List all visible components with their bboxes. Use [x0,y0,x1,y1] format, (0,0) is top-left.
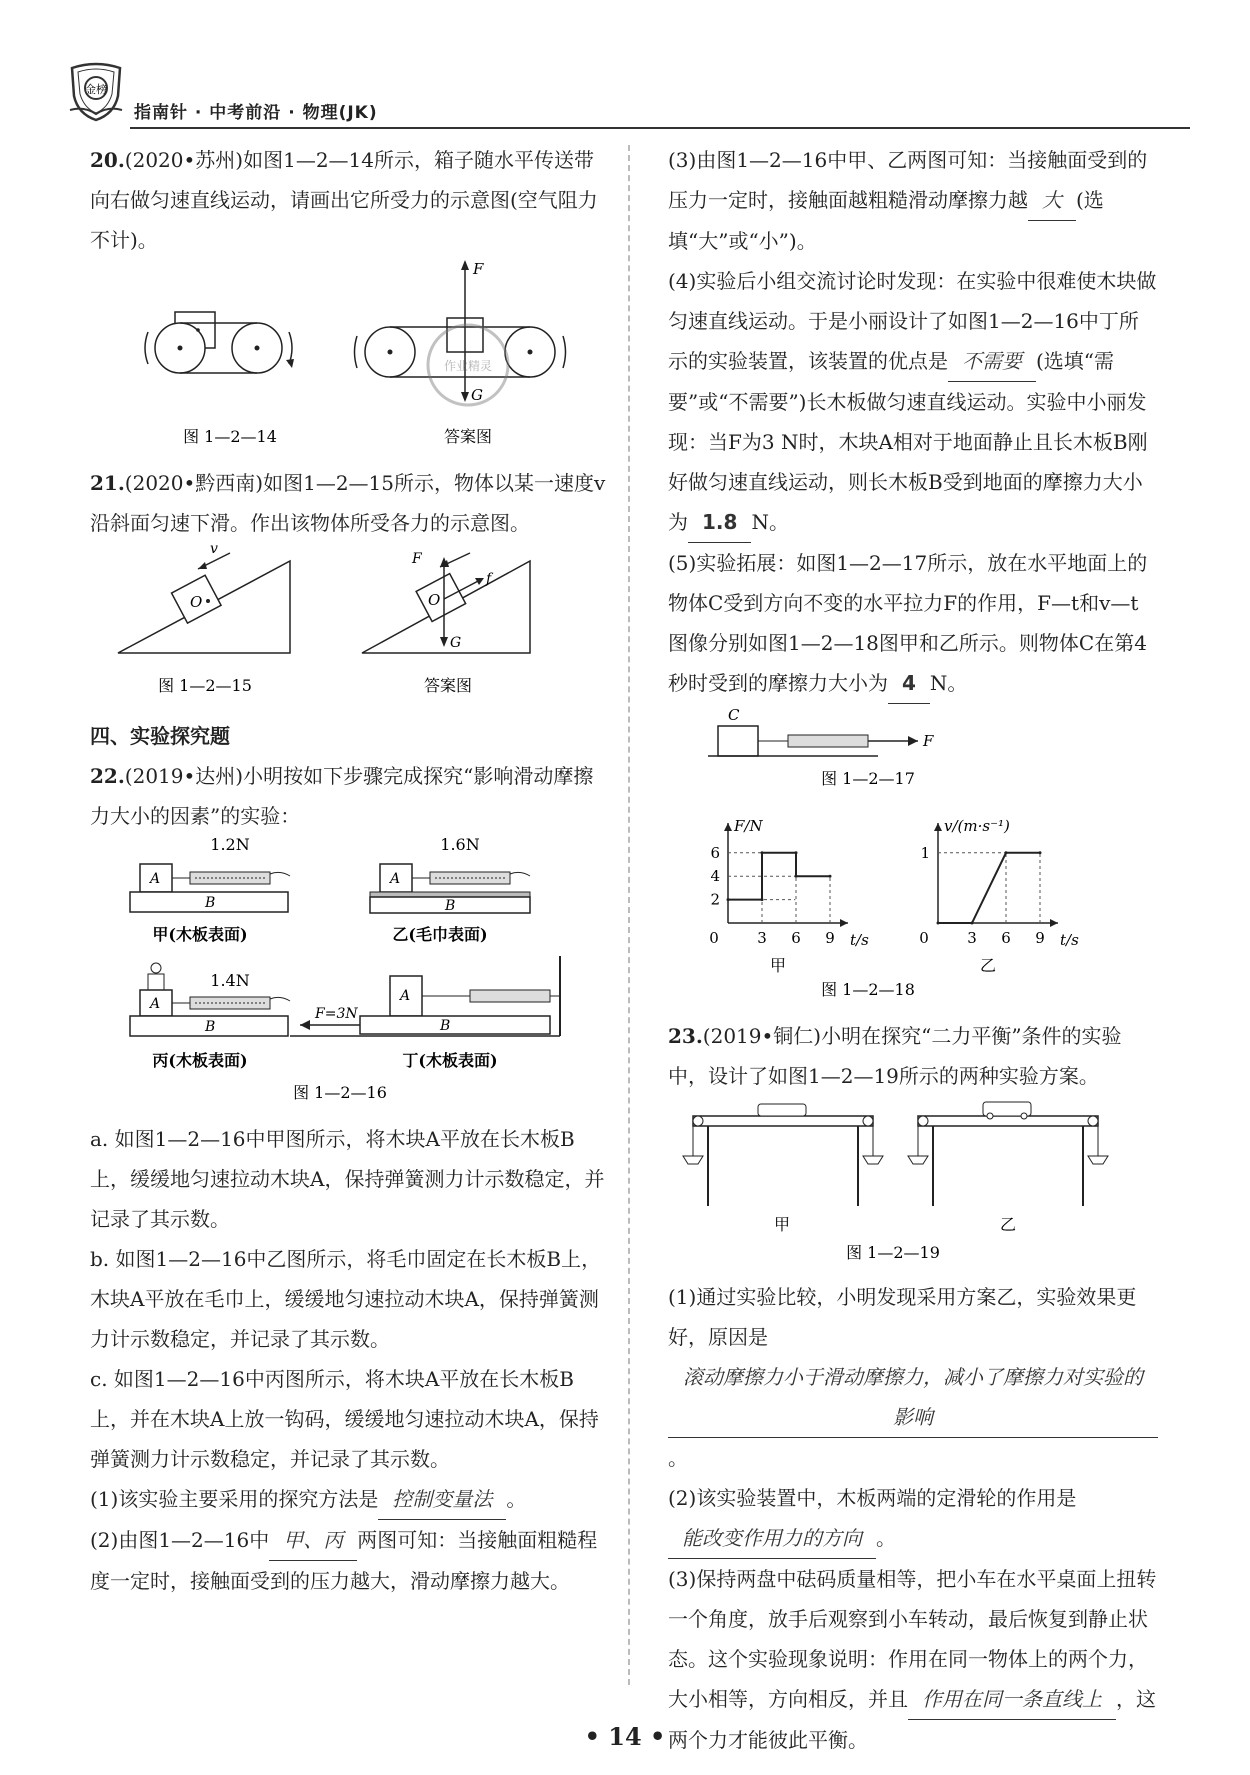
fig18-caption: 图 1—2—18 [821,980,915,999]
fig16-bing-caption: 丙(木板表面) [152,1051,248,1070]
setup-yi-table [908,1102,1108,1234]
fig14-caption: 图 1—2—14 [183,427,277,446]
svg-text:B: B [445,898,456,914]
graph-jia-point [795,851,798,854]
page-number: • 14 • [584,1722,666,1751]
graph-yi-xlabel: t/s [1060,931,1079,949]
answer-sub2: 甲、丙 [269,1520,357,1561]
graph-jia-xtick-9: 9 [825,929,835,947]
fig15-label-v: v [210,543,218,557]
sub-question-1: (1)该实验主要采用的探究方法是 控制变量法 。 [90,1479,610,1520]
page-header [60,56,1190,128]
fig14-label-F: F [473,260,484,278]
step-b: b. 如图1—2—16中乙图所示，将毛巾固定在长木板B上，木块A平放在毛巾上，缓缓地匀速拉动木块A，保持弹簧测力计示数稳定，并记录了其示数。 [90,1247,602,1351]
svg-text:B: B [205,895,216,911]
graph-jia-xtick-0: 0 [709,929,719,947]
question-22 [90,756,610,836]
graph-jia-ytick-6: 6 [710,843,720,862]
setup-jia-table [683,1104,883,1234]
graph-yi-caption: 乙 [979,956,997,975]
figure-1-2-14 [90,260,610,450]
fig15-label-O: O [190,593,203,611]
column-divider [628,145,630,1685]
graph-yi-x-arrow [1050,919,1058,927]
setup-yi [370,836,530,944]
graph-jia-caption: 甲 [769,956,787,975]
answer-q23-3: 作用在同一条直线上 [908,1679,1116,1720]
graph-yi-point [971,922,974,925]
q20-number: 20. [90,148,125,172]
fig15-label-f: f [486,571,492,587]
graph-yi-xtick-9: 9 [1035,929,1045,947]
fig16-yi-caption: 乙(毛巾表面) [392,925,488,944]
svg-text:A: A [150,871,161,887]
fig19-jia: 甲 [773,1215,791,1234]
graph-yi-ytick-1: 1 [920,843,930,862]
graph-yi-xtick-6: 6 [1001,929,1011,947]
sub-question-3: (3)由图1—2—16中甲、乙两图可知：当接触面受到的压力一定时，接触面越粗糙滑动摩擦力越 大 (选填“大”或“小”)。 [668,148,1148,253]
stamp-text: 作业精灵 [443,359,493,373]
section-4-heading: 四、实验探究题 [90,724,230,748]
right-column [668,140,1158,1760]
setup-ding [290,956,560,1070]
answer-sub3: 大 [1028,180,1076,221]
svg-text:B: B [205,1019,216,1035]
sub-question-5: (5)实验拓展：如图1—2—17所示，放在水平地面上的物体C受到方向不变的水平拉力F的作用，F—t和v—t图像分别如图1—2—18图甲和乙所示。则物体C在第4秒时受到的摩擦力大小为 4 N。 [668,543,1158,704]
left-column [90,140,610,1601]
fig15-caption: 图 1—2—15 [158,676,252,695]
question-20 [90,140,610,260]
answer-sub5: 4 [888,663,930,704]
svg-text:A: A [390,871,401,887]
figure-1-2-19 [668,1096,1158,1264]
graph-yi-ylabel: v/(m·s⁻¹) [944,817,1010,835]
fig15-label-F: F [412,551,422,567]
q22-text: (2019•达州)小明按如下步骤完成探究“影响滑动摩擦力大小的因素”的实验： [90,764,594,828]
graph-jia-ylabel: F/N [734,817,763,835]
incline-question [118,543,290,653]
conveyor-belt-question [145,312,294,373]
figure-1-2-17 [668,704,1158,790]
fig16-caption: 图 1—2—16 [293,1083,387,1102]
graph-jia-point [829,875,832,878]
fig17-label-F: F [923,732,934,750]
graph-jia-y-arrow [724,823,732,831]
fig19-caption: 图 1—2—19 [846,1243,940,1262]
fig14-answer-caption: 答案图 [443,427,493,446]
step-c: c. 如图1—2—16中丙图所示，将木块A平放在长木板B上，并在木块A上放一钩码，缓缓地匀速拉动木块A，保持弹簧测力计示数稳定，并记录了其示数。 [90,1367,599,1471]
graph-yi-xtick-3: 3 [967,929,977,947]
graph-yi-y-arrow [934,823,942,831]
fig15-answer-caption: 答案图 [423,676,473,695]
fig17-label-C: C [728,706,740,724]
question-21 [90,463,610,543]
q20-text: (2020•苏州)如图1—2—14所示，箱子随水平传送带向右做匀速直线运动，请画出它所受力的示意图(空气阻力不计)。 [90,148,598,252]
graph-jia-xtick-6: 6 [791,929,801,947]
svg-text:A: A [400,988,411,1004]
q21-number: 21. [90,471,125,495]
graph-jia-x-arrow [840,919,848,927]
fig17-caption: 图 1—2—17 [821,769,915,788]
q23-sub-2: (2)该实验装置中，木板两端的定滑轮的作用是能改变作用力的方向 。 [668,1478,1158,1559]
fig14-label-G: G [471,386,483,404]
graph-jia-point [761,851,764,854]
q23-sub-1: (1)通过实验比较，小明发现采用方案乙，实验效果更好，原因是滚动摩擦力小于滑动摩擦力，减小了摩擦力对实验的影响。 [668,1277,1158,1478]
answer-q23-2: 能改变作用力的方向 [668,1518,876,1559]
figure-1-2-16 [90,836,610,1106]
figure-1-2-18 [668,803,1158,1003]
setup-bing [130,963,290,1070]
answer-sub1: 控制变量法 [378,1479,506,1520]
header-title: 指南针 · 中考前沿 · 物理(JK) [134,103,378,123]
graph-jia-xlabel: t/s [850,931,869,949]
answer-sub4-2: 1.8 [688,502,751,543]
graph-yi-point [1005,851,1008,854]
step-a: a. 如图1—2—16中甲图所示，将木块A平放在长木板B上，缓缓地匀速拉动木块A，保持弹簧测力计示数稳定，并记录了其示数。 [90,1127,605,1231]
fig16-bing-value: 1.4N [210,971,250,990]
conveyor-belt-answer [355,260,566,404]
sub-question-2: (2)由图1—2—16中 甲、丙 两图可知：当接触面粗糙程度一定时，接触面受到的压力越大，滑动摩擦力越大。 [90,1520,610,1601]
graph-jia-point [795,875,798,878]
fig15-label-G: G [450,635,462,651]
graph-yi-xtick-0: 0 [919,929,929,947]
svg-text:A: A [150,996,161,1012]
answer-q23-1: 滚动摩擦力小于滑动摩擦力，减小了摩擦力对实验的影响 [668,1357,1158,1438]
graph-jia-point [727,898,730,901]
graph-yi-point [1039,851,1042,854]
graph-yi-series-line [938,853,1040,923]
answer-sub4-1: 不需要 [948,341,1036,382]
fig16-ding-force: F=3N [315,1006,358,1022]
shield-logo-icon [66,62,126,124]
setup-jia [130,836,290,944]
fig16-yi-value: 1.6N [440,836,480,854]
svg-text:O: O [428,591,441,609]
sub-question-4: (4)实验后小组交流讨论时发现：在实验中很难使木块做匀速直线运动。于是小丽设计了如图1—2—16中丁所示的实验装置，该装置的优点是 不需要 (选填“需要”或“不需要”)长木板做匀速直线运动。实验中小丽发现：当F为3 N时，木块A相对于地面静止且长木板B刚好做匀速直线运动，则长木板B受到地面的摩擦力大小为 1.8 N。 [668,261,1158,543]
graph-jia-ytick-4: 4 [710,867,720,886]
question-23 [668,1016,1158,1096]
fig16-ding-caption: 丁(木板表面) [402,1051,498,1070]
q22-number: 22. [90,764,125,788]
fig16-jia-caption: 甲(木板表面) [152,925,248,944]
incline-answer [362,551,530,653]
figure-1-2-15 [90,543,610,703]
q23-sub-3: (3)保持两盘中砝码质量相等，把小车在水平桌面上扭转一个角度，放手后观察到小车转动，最后恢复到静止状态。这个实验现象说明：作用在同一物体上的两个力，大小相等，方向相反，并且 作用在同一条直线上 ，这两个力才能彼此平衡。 [668,1567,1157,1752]
fig16-jia-value: 1.2N [210,836,250,854]
graph-jia-xtick-3: 3 [757,929,767,947]
graph-yi-point [937,922,940,925]
graph-jia-point [761,898,764,901]
q23-number: 23. [668,1024,703,1048]
fig19-yi: 乙 [999,1215,1017,1234]
svg-text:B: B [440,1018,451,1034]
logo-text: 金榜 [85,83,107,96]
header-rule [130,127,1190,129]
q21-text: (2020•黔西南)如图1—2—15所示，物体以某一速度v沿斜面匀速下滑。作出该物体所受各力的示意图。 [90,471,606,535]
q23-text: (2019•铜仁)小明在探究“二力平衡”条件的实验中，设计了如图1—2—19所示的两种实验方案。 [668,1024,1122,1088]
graph-jia-ytick-2: 2 [710,890,720,909]
